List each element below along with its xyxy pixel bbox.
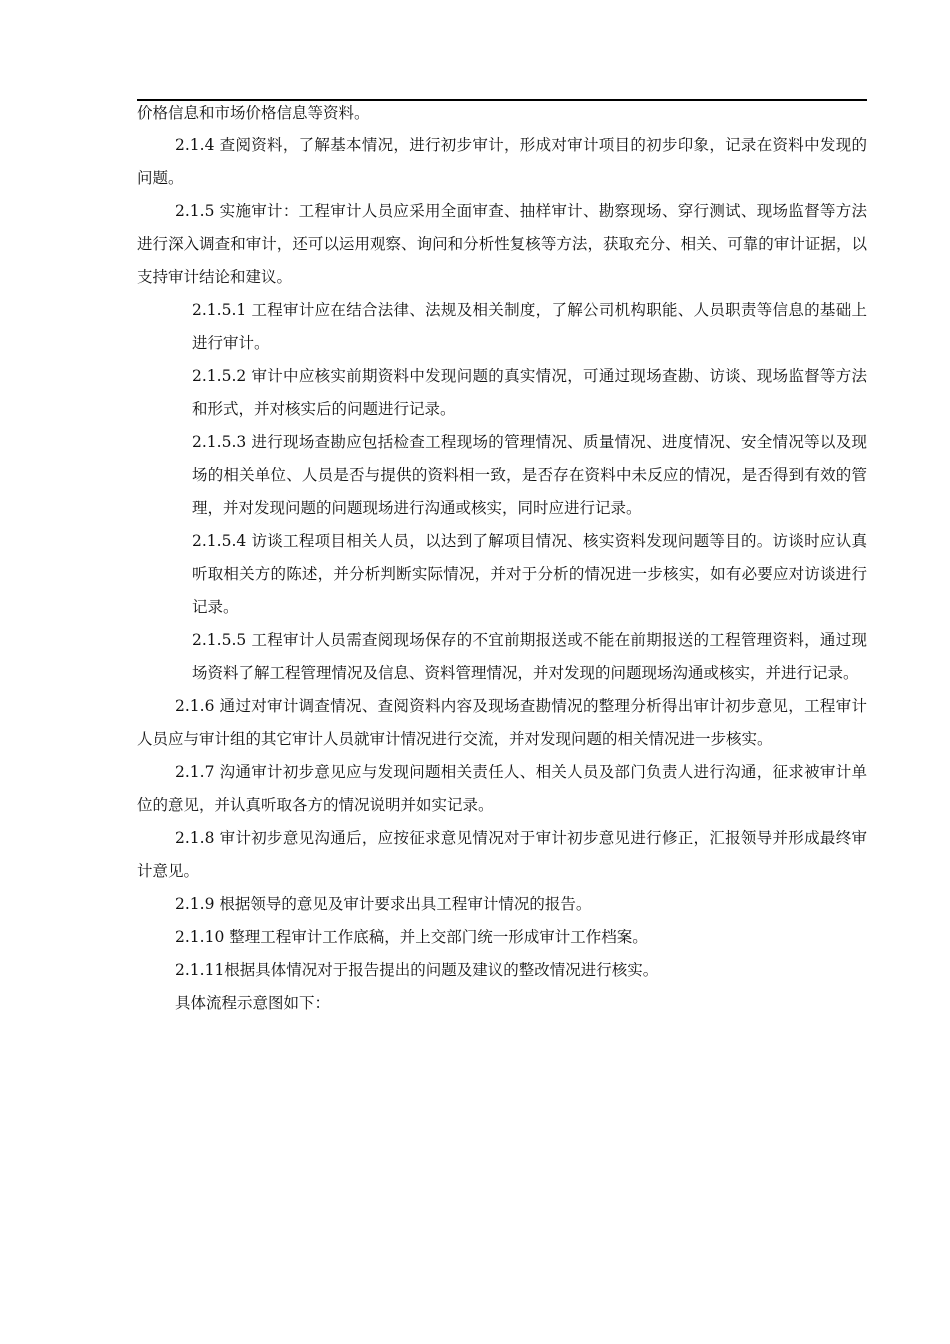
paragraph-2-1-4: 2.1.4 查阅资料，了解基本情况，进行初步审计，形成对审计项目的初步印象，记录在资料中发现的问题。	[137, 136, 867, 187]
paragraph-2-1-5-3: 2.1.5.3 进行现场查勘应包括检查工程现场的管理情况、质量情况、进度情况、安全情况等以及现场的相关单位、人员是否与提供的资料相一致，是否存在资料中未反应的情况，是否得到有效的管理，并对发现问题的问题现场进行沟通或核实，同时应进行记录。	[192, 433, 867, 517]
paragraph-2-1-5: 2.1.5 实施审计：工程审计人员应采用全面审查、抽样审计、勘察现场、穿行测试、现场监督等方法进行深入调查和审计，还可以运用观察、询问和分析性复核等方法，获取充分、相关、可靠的审计证据，以支持审计结论和建议。	[137, 202, 867, 286]
paragraph-2-1-5-2: 2.1.5.2 审计中应核实前期资料中发现问题的真实情况，可通过现场查勘、访谈、现场监督等方法和形式，并对核实后的问题进行记录。	[192, 367, 867, 418]
paragraph-2-1-5-1: 2.1.5.1 工程审计应在结合法律、法规及相关制度，了解公司机构职能、人员职责等信息的基础上进行审计。	[192, 301, 867, 352]
paragraph-2-1-10: 2.1.10 整理工程审计工作底稿，并上交部门统一形成审计工作档案。	[175, 928, 648, 946]
paragraph-2-1-9: 2.1.9 根据领导的意见及审计要求出具工程审计情况的报告。	[175, 895, 592, 913]
document-body	[137, 101, 867, 1020]
paragraph-2-1-5-5: 2.1.5.5 工程审计人员需查阅现场保存的不宜前期报送或不能在前期报送的工程管理资料，通过现场资料了解工程管理情况及信息、资料管理情况，并对发现的问题现场沟通或核实，并进行记录。	[192, 631, 867, 682]
paragraph-2-1-6: 2.1.6 通过对审计调查情况、查阅资料内容及现场查勘情况的整理分析得出审计初步意见，工程审计人员应与审计组的其它审计人员就审计情况进行交流，并对发现问题的相关情况进一步核实。	[137, 697, 867, 748]
paragraph-2-1-11: 2.1.11根据具体情况对于报告提出的问题及建议的整改情况进行核实。	[175, 961, 659, 979]
paragraph-flow-intro: 具体流程示意图如下：	[175, 994, 331, 1012]
paragraph-2-1-7: 2.1.7 沟通审计初步意见应与发现问题相关责任人、相关人员及部门负责人进行沟通，征求被审计单位的意见，并认真听取各方的情况说明并如实记录。	[137, 763, 867, 814]
paragraph-2-1-8: 2.1.8 审计初步意见沟通后，应按征求意见情况对于审计初步意见进行修正，汇报领导并形成最终审计意见。	[137, 829, 867, 880]
paragraph-2-1-5-4: 2.1.5.4 访谈工程项目相关人员，以达到了解项目情况、核实资料发现问题等目的。访谈时应认真听取相关方的陈述，并分析判断实际情况，并对于分析的情况进一步核实，如有必要应对访谈进行记录。	[192, 532, 867, 616]
paragraph-continuation: 价格信息和市场价格信息等资料。	[137, 104, 370, 122]
